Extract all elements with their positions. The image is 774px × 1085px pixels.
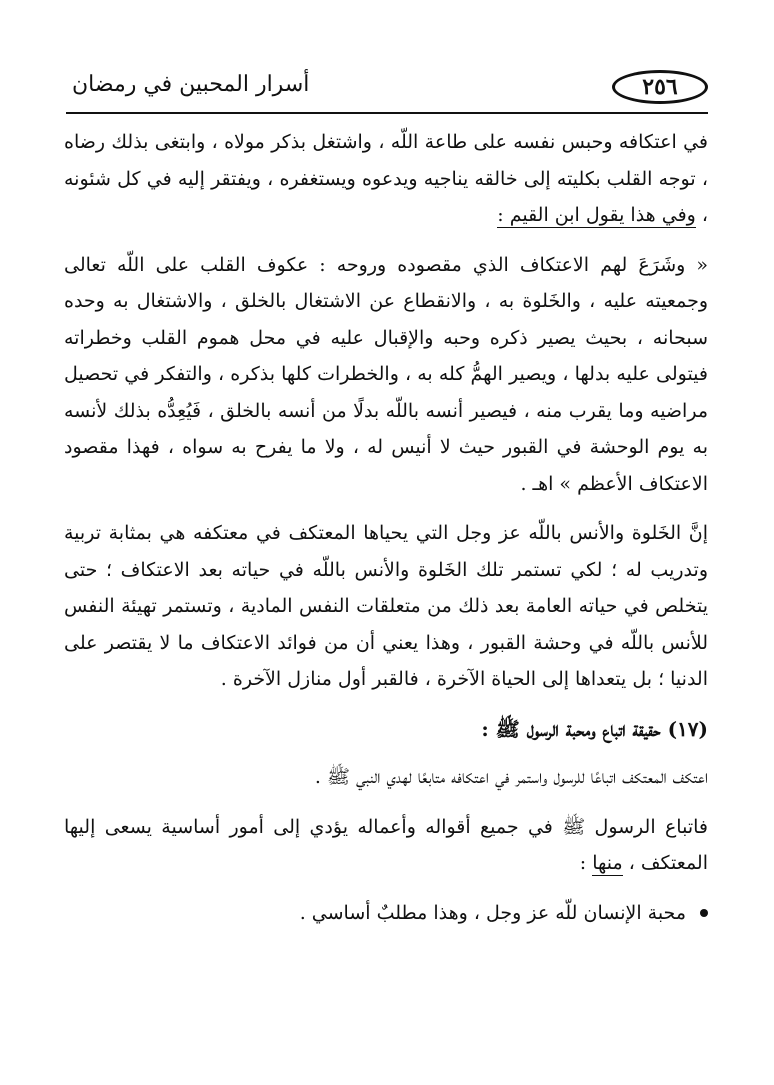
header-rule [66, 112, 708, 114]
page-number-badge [612, 70, 708, 104]
page-body [64, 124, 708, 931]
paragraph-3: إنَّ الخَلوة والأنس باللّه عز وجل التي يحياها المعتكف في معتكفه هي بمثابة تربية وتدريب له ؛ لكي تستمر تلك الخَلوة والأنس باللّه في حياته بعد الاعتكاف ؛ حتى يتخلص في حياته العامة بعد ذلك من متعلقات النفس المادية ، وتستمر تهيئة النفس للأنس باللّه في وحشة القبور ، وهذا يعني أن من فوائد الاعتكاف ما لا يقتصر على الدنيا ؛ بل يتعداها إلى الحياة الآخرة ، فالقبر أول منازل الآخرة . [64, 522, 708, 690]
section-paragraph-2 [64, 809, 708, 882]
list-item-text: محبة الإنسان للّه عز وجل ، وهذا مطلبٌ أساسي . [299, 901, 686, 924]
page-header [66, 68, 708, 114]
bullet-icon [700, 909, 708, 917]
section-heading: (١٧) حقيقة اتباع ومحبة الرسول ﷺ : [481, 716, 708, 741]
section-paragraph-2-text: فاتباع الرسول ﷺ في جميع أقواله وأعماله يؤدي إلى أمور أساسية يسعى إليها المعتكف ، [64, 815, 708, 874]
paragraph-1 [64, 124, 708, 234]
quote-intro-underlined: وفي هذا يقول ابن القيم : [497, 204, 696, 226]
page-number: ٢٥٦ [642, 74, 678, 100]
section-paragraph-2-underlined: منها [592, 852, 623, 874]
ibn-qayyim-quote: « وشَرَعَ لهم الاعتكاف الذي مقصوده وروحه : عكوف القلب على اللّه تعالى وجمعيته عليه ، والخَلوة به ، والانقطاع عن الاشتغال بالخلق ، والاشتغال به وحده سبحانه ، بحيث يصير ذكره وحبه والإقبال عليه في محل هموم القلب وخطراته فيتولى عليه بدلها ، ويصير الهمُّ كله به ، والخطرات كلها بذكره ، والتفكر في تحصيل مراضيه وما يقرب منه ، فيصير أنسه باللّه بدلًا من أنسه بالخلق ، فَيُعِدُّه بذلك لأنسه به يوم الوحشة في القبور حيث لا أنيس له ، ولا ما يفرح به سواه ، فهذا مقصود الاعتكاف الأعظم » اهـ . [64, 253, 708, 495]
running-title: أسرار المحبين في رمضان [72, 72, 310, 97]
section-paragraph-2-tail: : [579, 852, 593, 874]
list-item [64, 895, 686, 932]
bullet-list [64, 895, 708, 932]
paragraph-1-text: في اعتكافه وحبس نفسه على طاعة اللّه ، واشتغل بذكر مولاه ، وابتغى بذلك رضاه ، توجه القلب بكليته إلى خالقه يناجيه ويدعوه ويستغفره ، ويفتقر إليه في كل شئونه ، [64, 131, 708, 226]
section-paragraph-1: اعتكف المعتكف اتباعًا للرسول واستمر في اعتكافه متابعًا لهدي النبي ﷺ . [314, 766, 708, 788]
